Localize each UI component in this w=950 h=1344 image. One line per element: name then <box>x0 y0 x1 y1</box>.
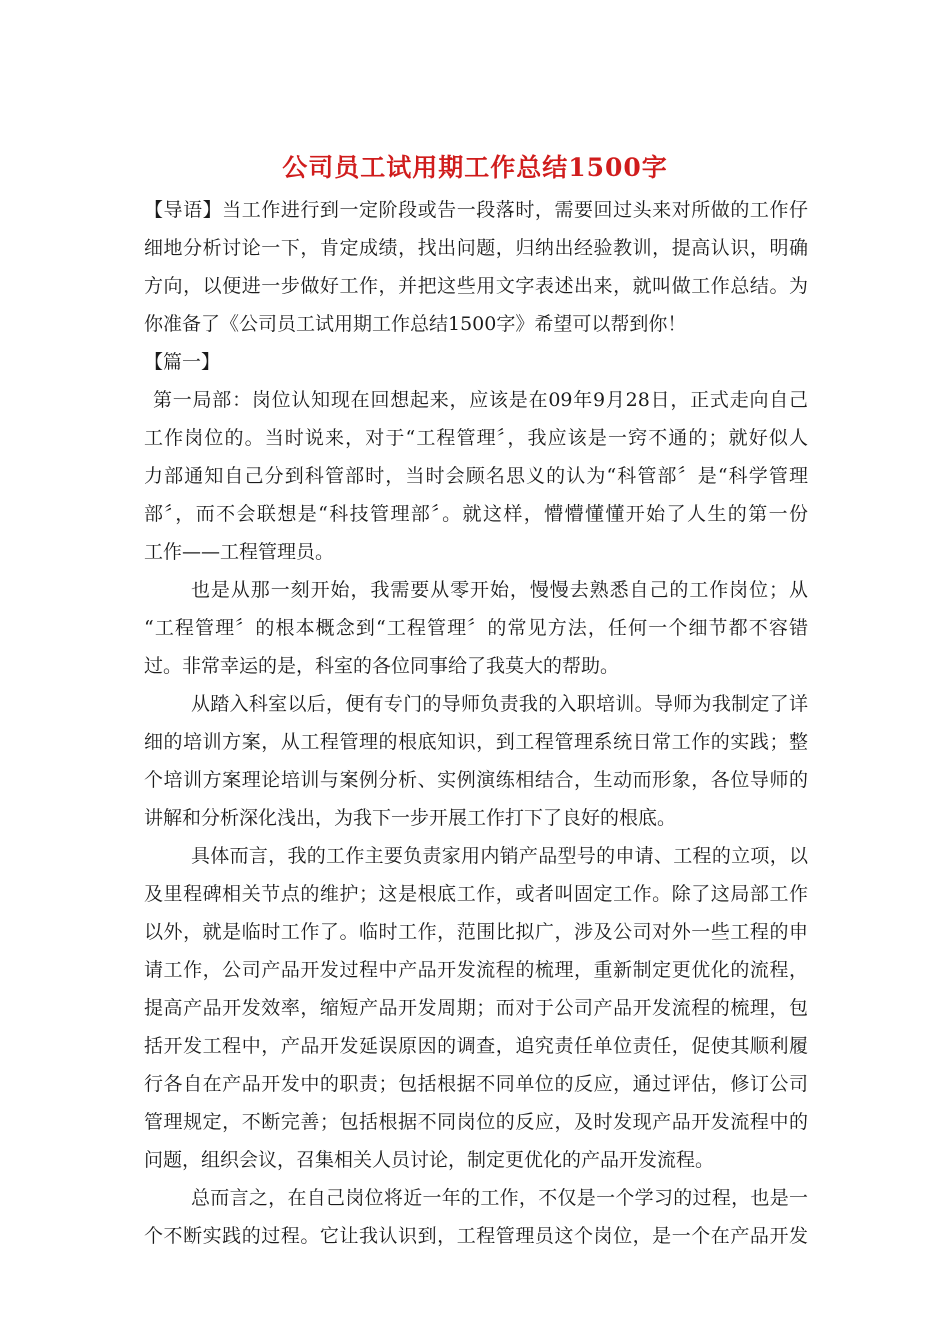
text-line: 总而言之，在自己岗位将近一年的工作，不仅是一个学习的过程，也是一 <box>191 1187 808 1209</box>
section-heading: 【篇一】 <box>144 351 221 373</box>
text-line: 个不断实践的过程。它让我认识到，工程管理员这个岗位，是一个在产品开发 <box>144 1225 808 1247</box>
text-line: 讲解和分析深化浅出，为我下一步开展工作打下了良好的根底。 <box>144 807 677 829</box>
text-line: 及里程碑相关节点的维护；这是根底工作，或者叫固定工作。除了这局部工作 <box>144 883 808 905</box>
text-line: 力部通知自己分到科管部时，当时会顾名思义的认为“科管部〞是“科学管理 <box>144 465 808 487</box>
text-line: 过。非常幸运的是，科室的各位同事给了我莫大的帮助。 <box>144 655 620 677</box>
text-line: 问题，组织会议，召集相关人员讨论，制定更优化的产品开发流程。 <box>144 1149 715 1171</box>
text-line: 管理规定，不断完善；包括根据不同岗位的反应，及时发现产品开发流程中的 <box>144 1111 808 1133</box>
text-line: 括开发工程中，产品开发延误原因的调查，追究责任单位责任，促使其顺利履 <box>144 1035 808 1057</box>
text-line: 你准备了《公司员工试用期工作总结1500字》希望可以帮到你！ <box>144 313 687 335</box>
text-line: 以外，就是临时工作了。临时工作，范围比拟广，涉及公司对外一些工程的申 <box>144 921 808 943</box>
text-line: 从踏入科室以后，便有专门的导师负责我的入职培训。导师为我制定了详 <box>191 693 808 715</box>
text-line: 行各自在产品开发中的职责；包括根据不同单位的反应，通过评估，修订公司 <box>144 1073 808 1095</box>
text-line: 工作岗位的。当时说来，对于“工程管理〞，我应该是一窍不通的；就好似人 <box>144 427 808 449</box>
document-title: 公司员工试用期工作总结1500字 <box>282 153 668 182</box>
text-line: 【导语】当工作进行到一定阶段或告一段落时，需要回过头来对所做的工作仔 <box>144 199 808 221</box>
text-line: 细地分析讨论一下，肯定成绩，找出问题，归纳出经验教训，提高认识，明确 <box>144 237 808 259</box>
text-line: “工程管理〞的根本概念到“工程管理〞的常见方法，任何一个细节都不容错 <box>144 617 808 639</box>
text-line: 提高产品开发效率，缩短产品开发周期；而对于公司产品开发流程的梳理，包 <box>144 997 808 1019</box>
text-line: 方向，以便进一步做好工作，并把这些用文字表述出来，就叫做工作总结。为 <box>144 275 808 297</box>
text-line: 具体而言，我的工作主要负责家用内销产品型号的申请、工程的立项，以 <box>191 845 808 867</box>
text-line: 也是从那一刻开始，我需要从零开始，慢慢去熟悉自己的工作岗位；从 <box>191 579 808 601</box>
text-line: 个培训方案理论培训与案例分析、实例演练相结合，生动而形象，各位导师的 <box>144 769 808 791</box>
text-line: 第一局部：岗位认知现在回想起来，应该是在09年9月28日，正式走向自己 <box>153 389 808 411</box>
text-line: 细的培训方案，从工程管理的根底知识，到工程管理系统日常工作的实践；整 <box>144 731 808 753</box>
text-line: 部〞，而不会联想是“科技管理部〞。就这样，懵懵懂懂开始了人生的第一份 <box>144 503 808 525</box>
text-line: 工作——工程管理员。 <box>144 541 335 563</box>
text-line: 请工作，公司产品开发过程中产品开发流程的梳理，重新制定更优化的流程， <box>144 959 808 981</box>
